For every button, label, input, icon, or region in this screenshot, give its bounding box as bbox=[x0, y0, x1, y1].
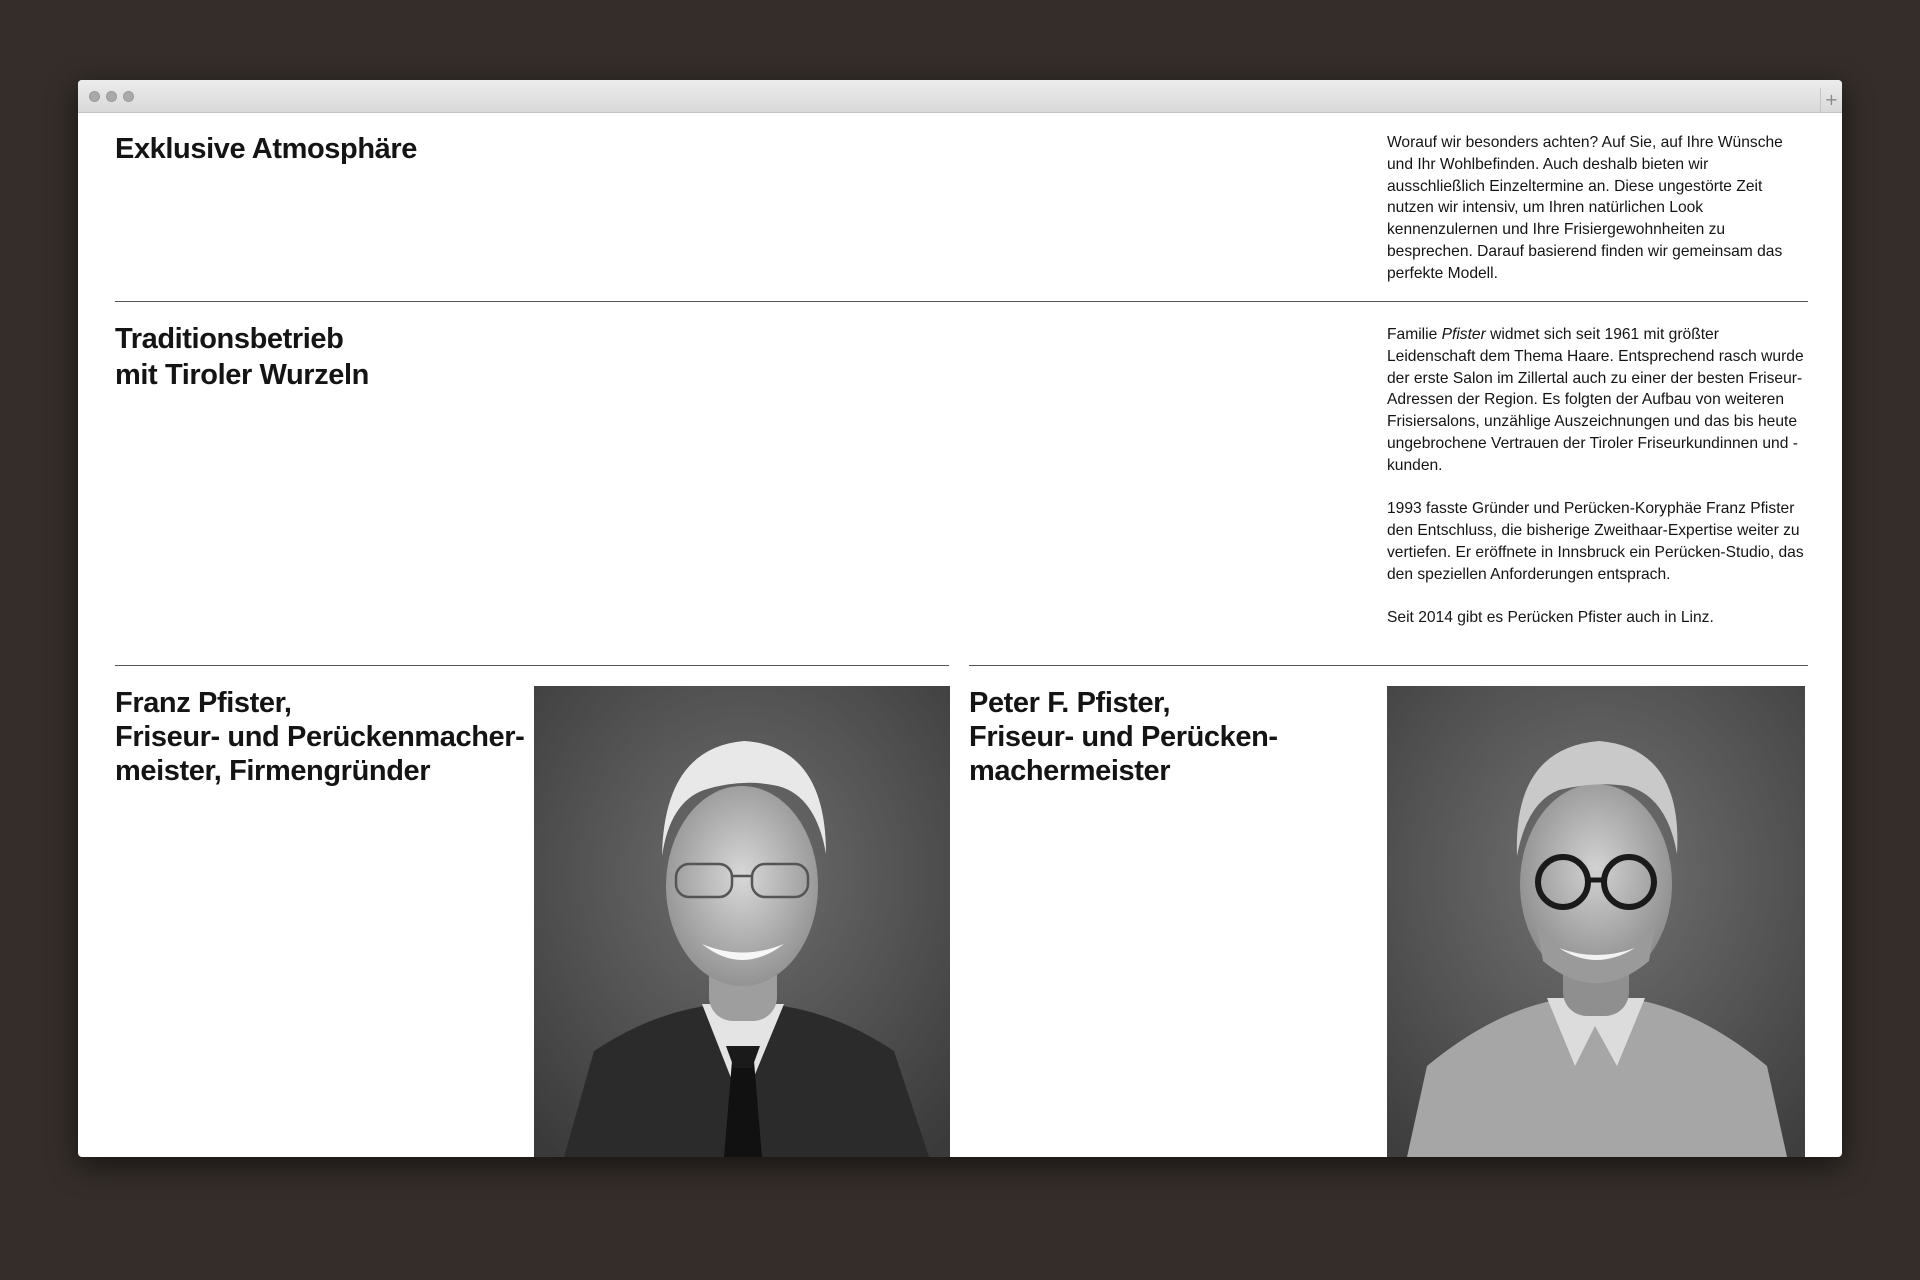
maximize-window-button[interactable] bbox=[123, 91, 134, 102]
tradition-paragraph-1 bbox=[1387, 324, 1807, 477]
team-divider-right bbox=[969, 665, 1808, 666]
browser-titlebar bbox=[78, 80, 1842, 113]
atmosphere-paragraph: Worauf wir besonders achten? Auf Sie, auf Ihre Wünsche und Ihr Wohlbefinden. Auch deshalb bieten wir ausschließlich Einzeltermine an. Diese ungestörte Zeit nutzen wir intensiv, um Ihren natürlichen Look kennenzulernen und Ihre Frisiergewohnheiten zu besprechen. Darauf basierend finden wir gemeinsam das perfekte Modell. bbox=[1387, 134, 1783, 282]
new-tab-button[interactable]: + bbox=[1820, 88, 1842, 113]
team-divider-left bbox=[115, 665, 949, 666]
peter-pfister-name: Peter F. Pfister, Friseur- und Perücken- machermeister bbox=[969, 687, 1278, 787]
tradition-p1-rest: widmet sich seit 1961 mit größter Leidenschaft dem Thema Haare. Entsprechend rasch wurde der erste Salon im Zillertal auch zu einer der besten Friseur-Adressen der Region. Es folgten der Aufbau von weiteren Frisiersalons, unzählige Auszeichnungen und das bis heute ungebrochene Vertrauen der Tiroler Friseurkundinnen und -kunden. bbox=[1387, 326, 1804, 474]
family-name-emphasis: Pfister bbox=[1441, 326, 1486, 343]
minimize-window-button[interactable] bbox=[106, 91, 117, 102]
franz-pfister-portrait bbox=[534, 686, 950, 1157]
tradition-text bbox=[1387, 324, 1807, 629]
franz-pfister-name: Franz Pfister, Friseur- und Perückenmacher- meister, Firmengründer bbox=[115, 687, 525, 787]
browser-window bbox=[78, 80, 1842, 1157]
tradition-paragraph-2: 1993 fasste Gründer und Perücken-Koryphäe Franz Pfister den Entschluss, die bisherige Zweithaar-Expertise weiter zu vertiefen. Er eröffnete in Innsbruck ein Perücken-Studio, das den speziellen Anforderungen entsprach. bbox=[1387, 500, 1804, 583]
atmosphere-text bbox=[1387, 132, 1807, 285]
window-controls bbox=[89, 91, 134, 102]
page-content bbox=[78, 113, 1842, 1157]
close-window-button[interactable] bbox=[89, 91, 100, 102]
tradition-paragraph-3: Seit 2014 gibt es Perücken Pfister auch in Linz. bbox=[1387, 609, 1714, 627]
peter-pfister-portrait bbox=[1387, 686, 1805, 1157]
tradition-heading: Traditionsbetrieb mit Tiroler Wurzeln bbox=[115, 323, 369, 391]
atmosphere-heading: Exklusive Atmosphäre bbox=[115, 133, 417, 165]
section-divider bbox=[115, 301, 1808, 302]
tradition-p1-start: Familie bbox=[1387, 326, 1442, 343]
